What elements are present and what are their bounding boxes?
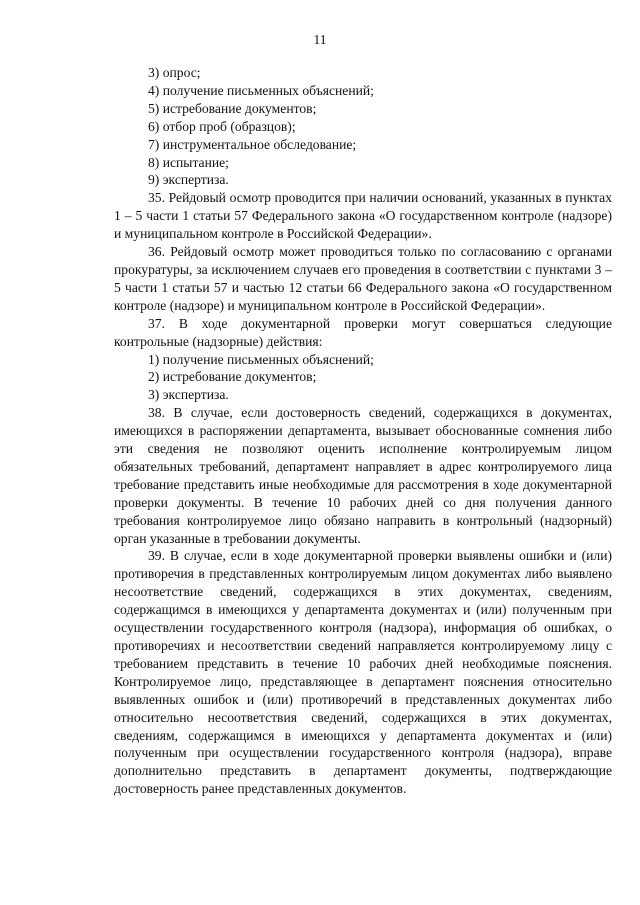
list-item: 2) истребование документов; xyxy=(148,369,317,385)
list-item: 7) инструментальное обследование; xyxy=(148,136,357,152)
paragraph-37: 37. В ходе документарной проверки могут совершаться следующие контрольные (надзорные) действия: xyxy=(114,315,612,349)
list-item: 1) получение письменных объяснений; xyxy=(148,351,374,367)
list-item: 9) экспертиза. xyxy=(148,172,229,188)
list-item: 6) отбор проб (образцов); xyxy=(148,118,296,134)
list-item: 8) испытание; xyxy=(148,154,229,170)
paragraph-38: 38. В случае, если достоверность сведений, содержащихся в документах, имеющихся в распоряжении департамента, вызывает обоснованные сомнения либо эти сведения не позволяют оценить исполнение контролируемым лицом обязательных требований, департамент направляет в адрес контролируемого лица требование представить иные необходимые для рассмотрения в ходе документарной проверки документы. В течение 10 рабочих дней со дня получения данного требования контролируемое лицо обязано направить в контрольный (надзорный) орган указанные в требовании документы. xyxy=(114,405,612,546)
list-item: 5) истребование документов; xyxy=(148,100,317,116)
page-number: 11 xyxy=(313,32,327,47)
paragraph-35: 35. Рейдовый осмотр проводится при наличии оснований, указанных в пунктах 1 – 5 части 1 статьи 57 Федерального закона «О государственном контроле (надзоре) и муниципальном контроле в Российской Федерации». xyxy=(114,190,612,242)
paragraph-36: 36. Рейдовый осмотр может проводиться только по согласованию с органами прокуратуры, за исключением случаев его проведения в соответствии с пунктами 3 – 5 части 1 статьи 57 и частью 12 статьи 66 Федерального закона «О государственном контроле (надзоре) и муниципальном контроле в Российской Федерации». xyxy=(114,244,612,313)
paragraph-39: 39. В случае, если в ходе документарной проверки выявлены ошибки и (или) противоречия в представленных контролируемым лицом документах либо выявлено несоответствие сведений, содержащихся в этих документах, сведениям, содержащимся в имеющихся у департамента документах и (или) полученным при осуществлении государственного контроля (надзора), информация об ошибках, о противоречиях и несоответствии сведений направляется контролируемому лицу с требованием представить в течение 10 рабочих дней необходимые пояснения. Контролируемое лицо, представляющее в департамент пояснения относительно выявленных ошибок и (или) противоречий в представленных документах либо относительно несоответствия сведений, содержащихся в этих документах, сведениям, содержащимся в имеющихся у департамента документах и (или) полученным при осуществлении государственного контроля (надзора), вправе дополнительно представить в департамент документы, подтверждающие достоверность ранее представленных документов. xyxy=(114,548,612,797)
list-item: 3) опрос; xyxy=(148,65,201,80)
document-body xyxy=(114,64,612,798)
list-item: 3) экспертиза. xyxy=(148,387,229,403)
list-item: 4) получение письменных объяснений; xyxy=(148,82,374,98)
